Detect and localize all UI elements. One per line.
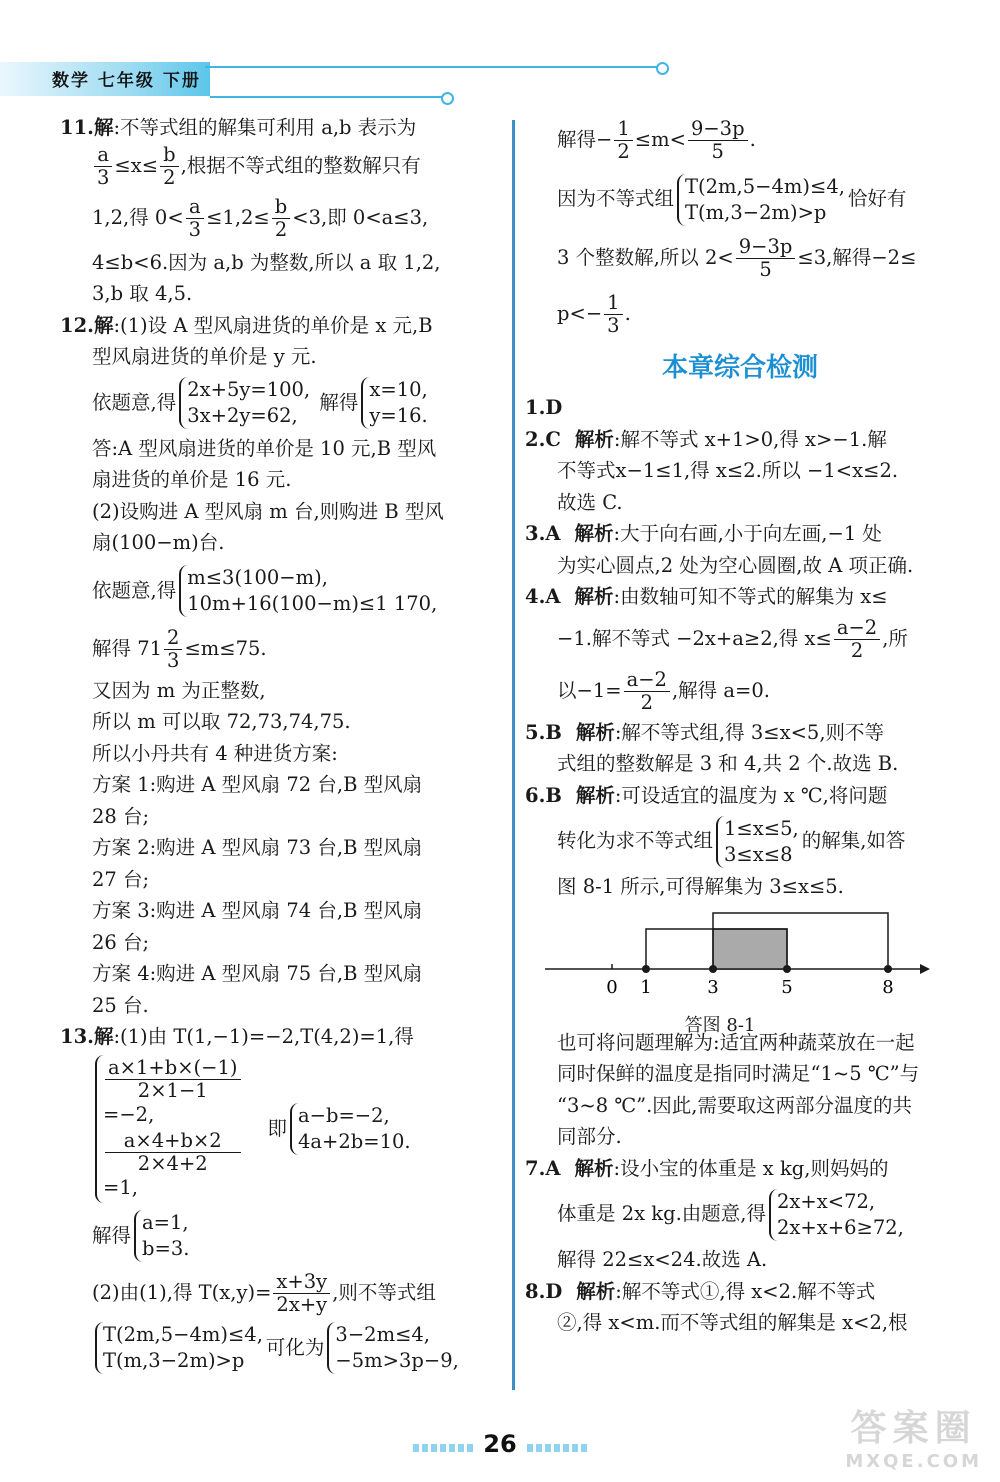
text-line: 所以小丹共有 4 种进货方案:	[92, 741, 338, 765]
answer-11	[60, 112, 498, 310]
watermark-text: 答案圈	[850, 1408, 977, 1449]
text-span: 解得 71	[92, 636, 163, 660]
text-span: ≤m≤75.	[184, 636, 267, 660]
text-line: 方案 1:购进 A 型风扇 72 台,B 型风扇	[92, 773, 423, 796]
text-span: 依题意,得	[92, 578, 177, 602]
text-span: (2)由(1),得 T(x,y)=	[92, 1280, 272, 1304]
answer-label: 解	[93, 1025, 114, 1048]
question-number: 2.C	[525, 427, 561, 451]
text-line: 为实心圆点,2 处为空心圆圈,故 A 项正确.	[557, 553, 914, 577]
text-span: ≤x≤	[114, 153, 159, 177]
text-span: :解不等式组,得 3≤x<5,则不等	[614, 720, 885, 744]
text-line: 图 8-1 所示,可得解集为 3≤x≤5.	[557, 875, 844, 898]
text-line: 26 台;	[92, 930, 150, 954]
overlap-region	[713, 929, 787, 969]
text-span: 的解集,如答	[801, 829, 906, 852]
question-number: 5.B	[525, 720, 562, 744]
fraction: $\frac{9-3p}{5}$	[688, 118, 748, 163]
question-number: 7.A	[525, 1156, 561, 1180]
text-line: 也可将问题理解为:适宜两种蔬菜放在一起	[557, 1030, 915, 1054]
analysis-label: 解析	[575, 783, 615, 807]
text-line: 又因为 m 为正整数,	[92, 678, 266, 702]
footer-deco	[413, 1444, 473, 1452]
text-line: ②,得 x<m.而不等式组的解集是 x<2,根	[557, 1311, 908, 1334]
equation-system: a×1+b×(−1) 2×1−1 =−2, a×4+b×2 2×4+2 =1,	[95, 1055, 243, 1203]
text-span: .	[624, 302, 631, 325]
text-line: 3,b 取 4,5.	[92, 282, 193, 305]
text-span: 可化为	[265, 1335, 325, 1359]
header-dot-icon	[441, 92, 454, 105]
tick-label: 8	[882, 976, 894, 998]
equation-system: 2x+5y=100, 3x+2y=62,	[179, 377, 310, 429]
text-span: 体重是 2x kg.由题意,得	[557, 1202, 766, 1225]
text-span: ,则不等式组	[332, 1280, 436, 1304]
question-number: 12.	[60, 313, 94, 337]
right-column	[525, 112, 955, 1339]
inequality-system: T(2m,5−4m)≤4, T(m,3−2m)>p	[677, 174, 845, 226]
question-number: 13.	[60, 1025, 94, 1048]
text-line: 解得 22≤x<24.故选 A.	[557, 1248, 768, 1271]
text-span: 因为不等式组	[557, 187, 675, 210]
equation-system: x=10, y=16.	[361, 377, 427, 429]
point-3	[709, 965, 717, 973]
answer-label: 解	[93, 116, 114, 139]
analysis-label: 解析	[575, 720, 615, 744]
text-span: :解不等式 x+1>0,得 x>−1.解	[613, 427, 887, 451]
fraction: $\frac{x+3y}{2x+y}$	[273, 1271, 330, 1316]
question-number: 3.A	[525, 522, 561, 545]
fraction: $\frac{a}{3}$	[186, 196, 204, 241]
text-span: :设小宝的体重是 x kg,则妈妈的	[613, 1156, 889, 1180]
axis-arrow-icon	[920, 964, 930, 974]
fraction: $\frac{9-3p}{5}$	[736, 236, 796, 281]
analysis-label: 解析	[574, 585, 614, 608]
question-number: 6.B	[525, 783, 562, 807]
figure-caption: 答图 8-1	[684, 1015, 756, 1036]
tick-label: 3	[707, 976, 719, 998]
text-span: 解得	[92, 1223, 132, 1247]
text-line: 方案 2:购进 A 型风扇 73 台,B 型风扇	[92, 836, 423, 859]
number-line-diagram	[525, 909, 945, 1005]
tick-label: 5	[781, 976, 793, 998]
text-line: 式组的整数解是 3 和 4,共 2 个.故选 B.	[557, 752, 899, 775]
equation-system: a=1, b=3.	[134, 1210, 189, 1262]
text-span: ≤1,2≤	[206, 205, 270, 229]
answer-label: 解	[93, 313, 114, 337]
text-span: −1.解不等式 −2x+a≥2,得 x≤	[557, 626, 832, 650]
answer-1: 1.D	[525, 396, 563, 419]
inequality-system: 1≤x≤5, 3≤x≤8	[716, 816, 799, 868]
analysis-label: 解析	[576, 1279, 616, 1303]
watermark-url: MXQE.COM	[845, 1451, 982, 1472]
text-line: 型风扇进货的单价是 y 元.	[92, 345, 317, 368]
fraction: $\frac{1}{3}$	[604, 292, 622, 337]
text-line: 扇(100−m)台.	[92, 531, 225, 554]
text-span: :由数轴可知不等式的解集为 x≤	[613, 585, 888, 608]
text-line: “3~8 ℃”.因此,需要取这两部分温度的共	[557, 1093, 912, 1117]
footer-deco	[527, 1444, 587, 1452]
text-span: 转化为求不等式组	[557, 829, 714, 852]
analysis-label: 解析	[574, 1156, 614, 1180]
text-span: 解得−	[557, 128, 613, 151]
tick-label: 0	[606, 976, 618, 998]
analysis-label: 解析	[574, 522, 614, 545]
question-number: 8.D	[525, 1279, 563, 1303]
number-line-figure	[525, 909, 945, 1036]
page-number: 26	[483, 1430, 517, 1458]
text-line: 28 台;	[92, 804, 150, 828]
text-line: 4≤b<6.因为 a,b 为整数,所以 a 取 1,2,	[92, 250, 441, 274]
point-8	[884, 965, 892, 973]
text-span: 解得	[319, 390, 359, 414]
inequality-system: m≤3(100−m), 10m+16(100−m)≤1 170,	[179, 565, 437, 617]
text-line: :不等式组的解集可利用 a,b 表示为	[113, 116, 417, 139]
fraction: $\frac{a}{3}$	[94, 144, 112, 189]
inequality-system: 2x+x<72, 2x+x+6≥72,	[769, 1189, 904, 1241]
inequality-system: 3−2m≤4, −5m>3p−9,	[327, 1322, 458, 1374]
text-span: 以−1=	[557, 678, 622, 702]
question-number: 4.A	[525, 585, 561, 608]
text-line: 扇进货的单价是 16 元.	[92, 468, 292, 491]
fraction: $\frac{2}{3}$	[164, 627, 182, 672]
text-line: 27 台;	[92, 867, 150, 891]
text-span: 依题意,得	[92, 390, 177, 414]
equation-system: a−b=−2, 4a+2b=10.	[290, 1103, 411, 1155]
fraction: $\frac{a-2}{2}$	[834, 617, 880, 662]
question-number: 11.	[60, 116, 94, 139]
text-line: (2)设购进 A 型风扇 m 台,则购进 B 型风	[92, 499, 444, 523]
text-line: 同时保鲜的温度是指同时满足“1~5 ℃”与	[557, 1062, 920, 1085]
header-title: 数学 七年级 下册	[52, 71, 201, 91]
text-line: 方案 4:购进 A 型风扇 75 台,B 型风扇	[92, 962, 423, 985]
fraction: $\frac{a-2}{2}$	[624, 669, 670, 714]
fraction: $\frac{b}{2}$	[160, 144, 178, 189]
text-line: 故选 C.	[557, 490, 623, 514]
answer-13	[60, 1021, 498, 1377]
text-span: ≤3,解得−2≤	[797, 246, 917, 269]
text-span: :大于向右画,小于向左画,−1 处	[613, 522, 882, 545]
text-span: ,所	[882, 626, 908, 650]
column-divider	[512, 120, 515, 1390]
fraction: $\frac{b}{2}$	[272, 196, 290, 241]
point-5	[783, 965, 791, 973]
text-line: 所以 m 可以取 72,73,74,75.	[92, 710, 351, 733]
text-span: :可设适宜的温度为 x ℃,将问题	[614, 783, 888, 807]
text-span: ≤m<	[634, 128, 686, 151]
text-line: 答:A 型风扇进货的单价是 10 元,B 型风	[92, 436, 437, 460]
text-span: <3,即 0<a≤3,	[292, 205, 429, 229]
text-span: 恰好有	[847, 187, 907, 210]
analysis-label: 解析	[574, 427, 614, 451]
section-title: 本章综合检测	[661, 353, 818, 383]
header-dot-icon	[656, 62, 669, 75]
text-span: :解不等式①,得 x<2.解不等式	[615, 1279, 876, 1303]
text-line: 方案 3:购进 A 型风扇 74 台,B 型风扇	[92, 899, 423, 922]
tick-label: 1	[640, 976, 652, 998]
header-rule-bottom	[210, 96, 445, 98]
text-line: :(1)由 T(1,−1)=−2,T(4,2)=1,得	[113, 1025, 414, 1048]
text-span: 1,2,得 0<	[92, 205, 184, 229]
point-1	[642, 965, 650, 973]
text-span: ,根据不等式组的整数解只有	[180, 153, 421, 177]
text-span: p<−	[557, 302, 603, 325]
text-span: .	[749, 128, 756, 151]
watermark-logo	[845, 1400, 982, 1472]
answer-12	[60, 310, 498, 1022]
fraction: $\frac{1}{2}$	[614, 118, 632, 163]
header-rule-top	[205, 66, 660, 68]
text-line: 同部分.	[557, 1125, 622, 1148]
left-column	[60, 112, 498, 1377]
text-line: :(1)设 A 型风扇进货的单价是 x 元,B	[113, 313, 433, 337]
text-span: ,解得 a=0.	[671, 678, 770, 702]
text-span: 3 个整数解,所以 2<	[557, 246, 734, 269]
inequality-system: T(2m,5−4m)≤4, T(m,3−2m)>p	[95, 1322, 263, 1374]
text-line: 不等式x−1≤1,得 x≤2.所以 −1<x≤2.	[557, 459, 899, 482]
text-line: 25 台.	[92, 993, 149, 1017]
text-span: 即	[267, 1116, 288, 1140]
